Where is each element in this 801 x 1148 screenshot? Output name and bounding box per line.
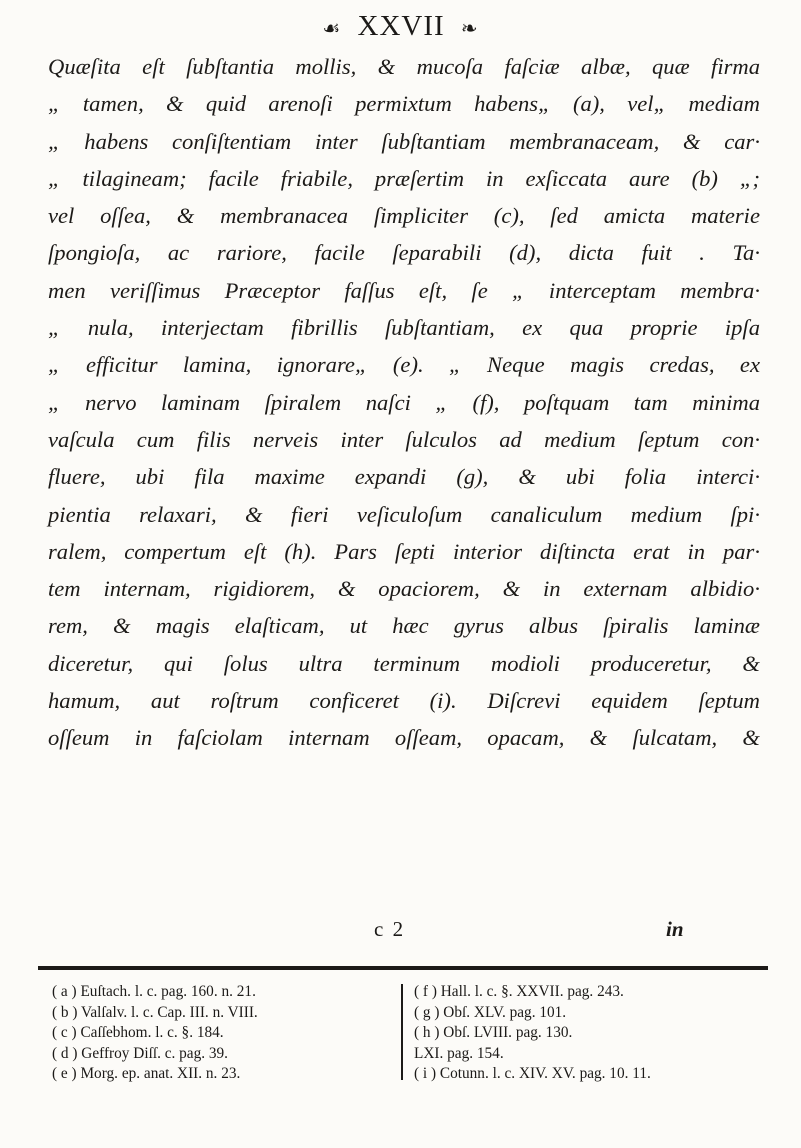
ornament-right-icon: ❧ (460, 17, 479, 40)
footnote: ( c ) Caſſebhom. l. c. §. 184. (52, 1024, 224, 1041)
footnote: ( e ) Morg. ep. anat. XII. n. 23. (52, 1065, 241, 1082)
text-line: fluere, ubi fila maxime expandi (g), & ubi folia interci· (48, 464, 760, 490)
ornament-left-icon: ☙ (322, 17, 342, 40)
footnote: ( a ) Euſtach. l. c. pag. 160. n. 21. (52, 983, 256, 1000)
text-line: hamum, aut roſtrum conficeret (i). Diſcrevi equidem ſeptum (48, 688, 760, 714)
footnote: ( b ) Valſalv. l. c. Cap. III. n. VIII. (52, 1003, 258, 1021)
footnote: ( d ) Geffroy Diſſ. c. pag. 39. (52, 1044, 229, 1062)
text-line: vel oſſea, & membranacea ſimpliciter (c), ſed amicta materie (48, 203, 760, 229)
text-line: vaſcula cum filis nerveis inter ſulculos ad medium ſeptum con· (48, 426, 760, 452)
footnote: ( g ) Obſ. XLV. pag. 101. (414, 1003, 567, 1021)
main-text (48, 48, 760, 757)
text-line: „ habens conſiſtentiam inter ſubſtantiam membranaceam, & car· (48, 128, 760, 154)
footnote: ( h ) Obſ. LVIII. pag. 130. (414, 1024, 573, 1041)
footnotes-right-column (414, 982, 754, 1085)
text-line: pientia relaxari, & fieri veſiculoſum canaliculum medium ſpi· (48, 501, 760, 527)
footnote: ( i ) Cotunn. l. c. XIV. XV. pag. 10. 11. (414, 1065, 651, 1082)
text-line: ralem, compertum eſt (h). Pars ſepti interior diſtincta erat in par· (48, 538, 760, 564)
text-line: ſpongioſa, ac rariore, facile ſeparabili (d), dicta fuit . Ta· (48, 240, 760, 266)
text-line: oſſeum in faſciolam internam oſſeam, opacam, & ſulcatam, & (48, 725, 760, 751)
catchword: in (666, 917, 684, 941)
footnote: ( f ) Hall. l. c. §. XXVII. pag. 243. (414, 983, 624, 1000)
text-line: „ nula, interjectam fibrillis ſubſtantiam, ex qua proprie ipſa (48, 315, 760, 341)
text-line: „ efficitur lamina, ignorare„ (e). „ Neque magis credas, ex (48, 352, 760, 378)
column-divider (401, 984, 403, 1080)
page-footer-marks (48, 917, 760, 947)
text-line: men veriſſimus Præceptor faſſus eſt, ſe „ interceptam membra· (48, 277, 760, 303)
signature-mark: c 2 (374, 917, 406, 941)
footnote-rule (38, 966, 768, 970)
text-line: tem internam, rigidiorem, & opaciorem, & in externam albidio· (48, 576, 760, 602)
page-number: XXVII (357, 10, 445, 42)
text-line: „ tilagineam; facile friabile, præſertim in exſiccata aure (b) „; (48, 165, 760, 191)
footnotes-left-column (52, 982, 392, 1085)
text-line: „ nervo laminam ſpiralem naſci „ (f), poſtquam tam minima (48, 389, 760, 415)
text-line: „ tamen, & quid arenoſi permixtum habens„ (a), vel„ mediam (48, 91, 760, 117)
page-header (0, 10, 801, 43)
text-line: diceretur, qui ſolus ultra terminum modioli produceretur, & (48, 650, 760, 676)
text-line: Quæſita eſt ſubſtantia mollis, & mucoſa faſciæ albæ, quæ firma (48, 54, 760, 79)
footnote: LXI. pag. 154. (414, 1044, 504, 1062)
text-line: rem, & magis elaſticam, ut hæc gyrus albus ſpiralis laminæ (48, 613, 760, 639)
